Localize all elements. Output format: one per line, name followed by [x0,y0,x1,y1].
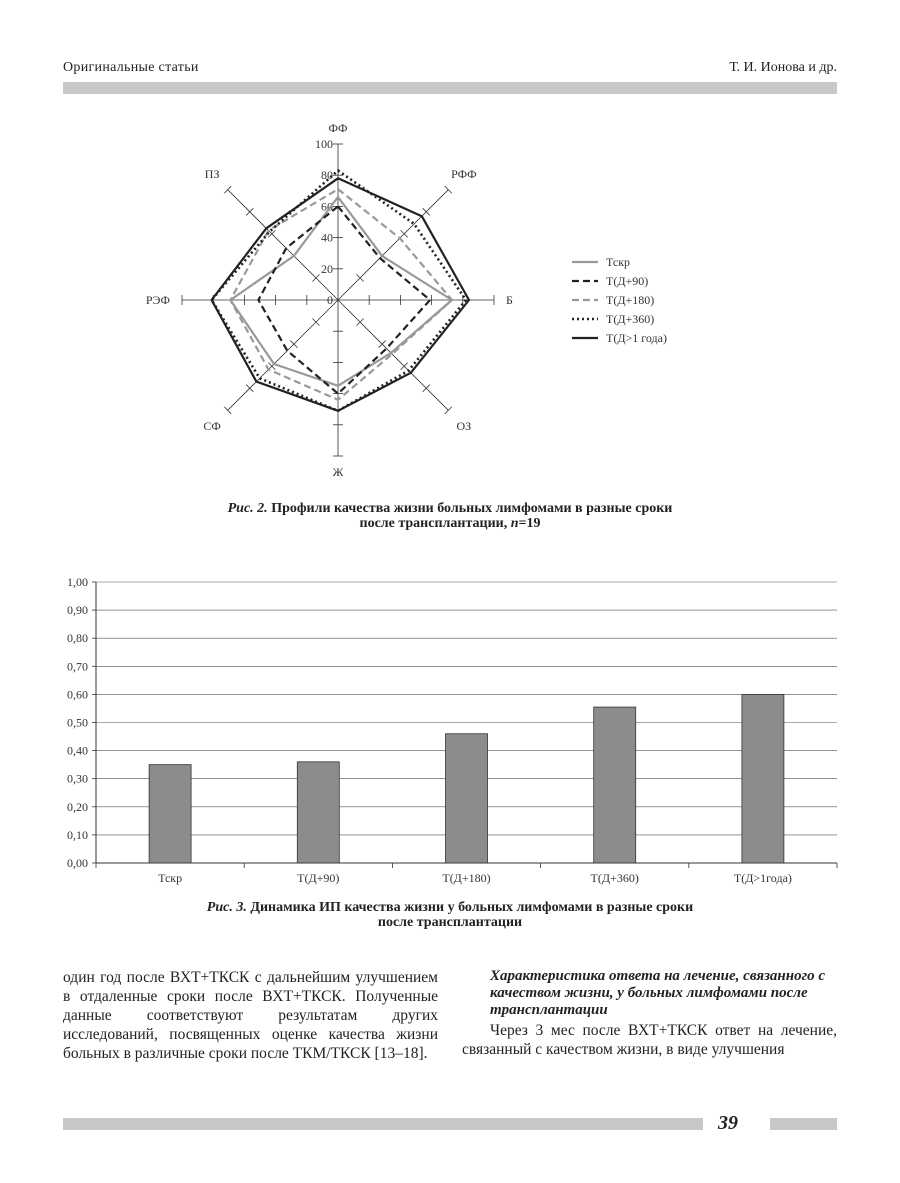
legend-label: Т(Д+90) [606,274,649,288]
x-tick-label: Т(Д+180) [442,871,491,885]
radar-scale-label: 100 [315,137,333,151]
y-tick-label: 1,00 [67,575,88,589]
radar-axis-label: СФ [203,418,221,433]
figure2-label: Рис. 2. [227,501,268,516]
section-paragraph: Через 3 мес после ВХТ+ТКСК ответ на лечение, связанный с качеством жизни, в виде улучшения [462,1022,837,1058]
y-tick-label: 0,90 [67,603,88,618]
radar-series-line [230,189,452,400]
radar-axis [228,300,338,410]
x-tick-label: Тскр [158,871,183,885]
figure3-caption-line1: Динамика ИП качества жизни у больных лимфомами в разные сроки [246,900,694,915]
radar-scale-label: 40 [321,230,333,245]
radar-axis-label: РФФ [451,167,477,182]
bar [149,765,191,863]
figure2-n-value: =19 [518,516,541,531]
bar [742,694,784,863]
figure2-caption-line2: после трансплантации, [359,516,511,531]
radar-scale-label: 60 [321,199,333,214]
y-tick-label: 0,50 [67,715,88,730]
y-tick-label: 0,40 [67,743,88,758]
x-tick-label: Т(Д+360) [590,871,639,885]
radar-scale-label: 0 [327,293,333,307]
legend-label: Т(Д>1 года) [606,331,667,345]
figure3-caption [0,900,900,930]
running-header-section: Оригинальные статьи [63,60,199,75]
figure2-caption [0,501,900,531]
legend-label: Т(Д+360) [606,312,655,326]
y-tick-label: 0,30 [67,771,88,786]
footer-rule-right [770,1118,837,1130]
y-tick-label: 0,60 [67,687,88,702]
y-tick-label: 0,20 [67,799,88,814]
bar-chart [0,565,900,885]
figure3-caption-line2: после трансплантации [377,915,523,930]
radar-axis-label: РЭФ [145,293,170,307]
legend-label: Т(Д+180) [606,293,655,307]
section-heading: Характеристика ответа на лечение, связанного с качеством жизни, у больных лимфомами после трансплантации [490,968,826,1018]
running-header-authors: Т. И. Ионова и др. [729,60,837,75]
radar-scale-label: 20 [321,261,333,276]
body-right-column [462,968,837,1059]
radar-axis-label: Ж [332,465,344,479]
y-tick-label: 0,70 [67,659,88,674]
figure2-n-symbol: n [510,516,519,531]
figure3-label: Рис. 3. [206,900,247,915]
footer-rule-left [63,1118,703,1130]
radar-axis-label: Б [506,293,513,307]
y-tick-label: 0,00 [67,856,88,870]
x-tick-label: Т(Д+90) [297,871,340,885]
bar [297,762,339,863]
radar-axis-label: ПЗ [204,167,220,182]
radar-axis-label: ФФ [328,121,348,135]
page-number: 39 [718,1112,738,1134]
bar [446,734,488,863]
radar-axis-label: ОЗ [456,418,472,433]
figure2-caption-line1: Профили качества жизни больных лимфомами в разные сроки [267,501,673,516]
body-left-column: один год после ВХТ+ТКСК с дальнейшим улучшением в отдаленные сроки после ВХТ+ТКСК. Полученные данные соответствуют результатам других исследований, посвященных оценке качества жизни больных в различные сроки после ТКМ/ТКСК [13–18]. [63,969,438,1062]
bar [594,707,636,863]
radar-scale-label: 80 [321,168,333,183]
y-tick-label: 0,80 [67,631,88,646]
radar-chart [0,0,900,500]
radar-series-line [212,178,469,410]
x-tick-label: Т(Д>1года) [733,871,792,885]
legend-label: Тскр [606,255,631,269]
y-tick-label: 0,10 [67,827,88,842]
radar-axis [338,190,448,300]
